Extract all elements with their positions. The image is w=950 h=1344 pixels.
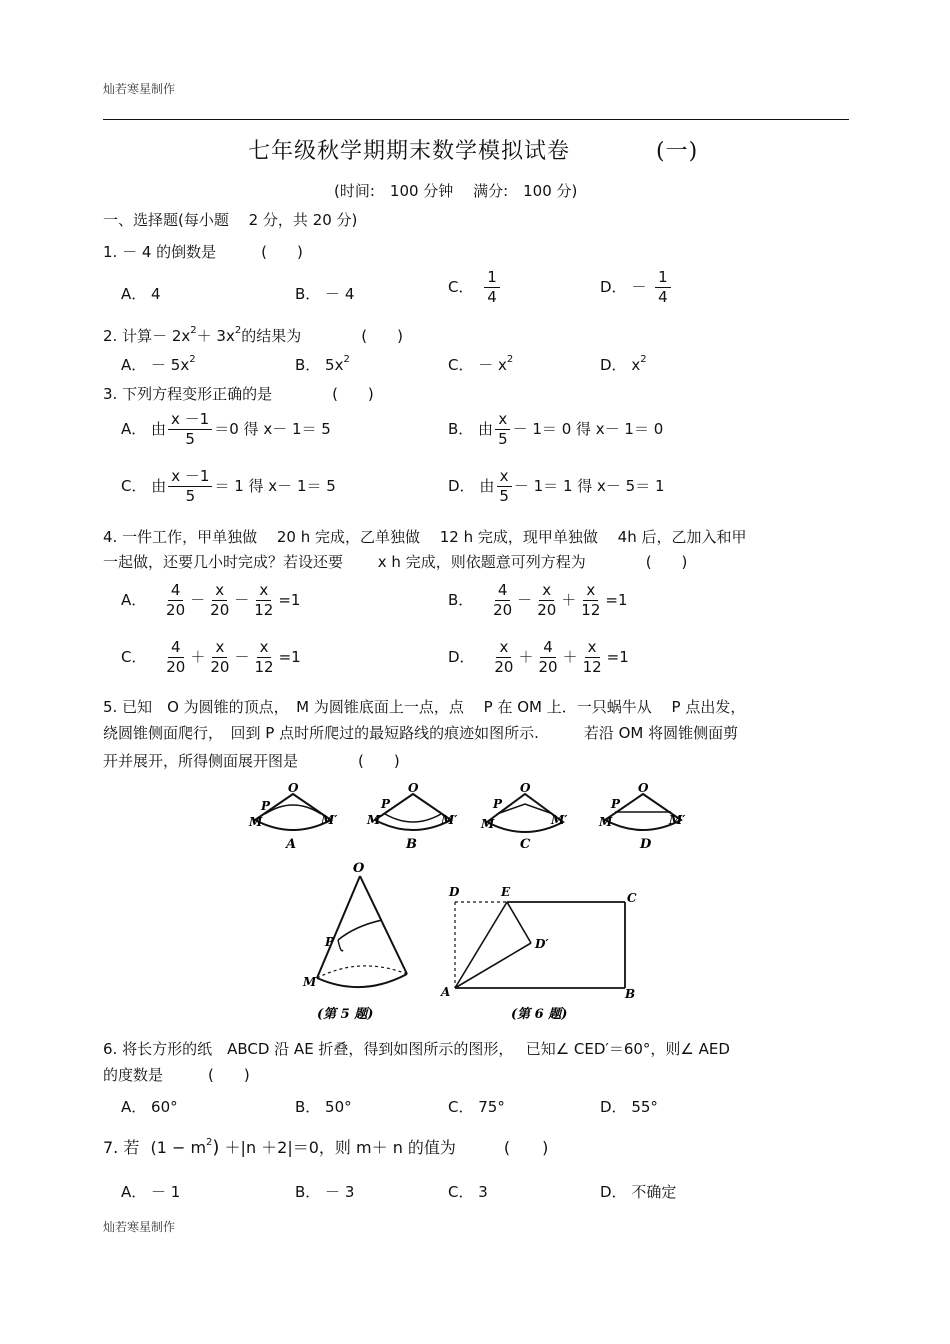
header-watermark: 灿若寒星制作 <box>103 82 176 96</box>
svg-text:O: O <box>520 781 531 795</box>
q1-option-a: A． 4 <box>121 285 161 303</box>
svg-text:E: E <box>501 885 511 899</box>
q3-stem: 3. 下列方程变形正确的是 ( ) <box>103 385 374 403</box>
svg-text:M′: M′ <box>321 813 338 827</box>
q3-option-d: D． 由 $\frac{x}{5}$ － 1＝ 1 得 x－ 5＝ 1 <box>448 467 665 505</box>
q2-stem: 2. 计算－ $2x^2+ 3x^2$的结果为 ( ) <box>103 325 403 345</box>
q6-option-b: B． 50° <box>295 1098 352 1116</box>
option-d-sector <box>598 781 686 852</box>
svg-text:P: P <box>325 935 335 949</box>
q5-stem-line3: 开并展开，所得侧面展开图是 ( ) <box>103 752 400 770</box>
svg-text:C: C <box>627 891 637 905</box>
svg-text:M′: M′ <box>551 813 568 827</box>
q4-option-d: D． $\frac{x}{20}$ ＋ $\frac{4}{20}$ ＋ $\frac{x}{12}$ =1 <box>448 638 629 676</box>
svg-text:(第 5 题): (第 5 题) <box>317 1007 374 1022</box>
q2-option-c: C． － $x^2$ <box>448 354 514 374</box>
svg-text:O: O <box>408 781 419 795</box>
q3-option-c: C． 由 $\frac{x -1}{5}$ ＝ 1 得 x－ 1＝ 5 <box>121 467 336 505</box>
q2-option-b: B． $5x^2$ <box>295 354 350 374</box>
svg-text:D: D <box>449 885 460 899</box>
svg-text:D: D <box>640 837 652 852</box>
svg-text:O: O <box>288 781 299 795</box>
rectangle-figure <box>440 885 637 1022</box>
svg-text:P: P <box>611 797 621 811</box>
svg-text:A: A <box>286 837 297 852</box>
q4-stem-line1: 4. 一件工作，甲单独做 20 h 完成，乙单独做 12 h 完成，现甲单独做 4h 后，乙加入和甲 <box>103 528 747 546</box>
q7-option-b: B． － 3 <box>295 1183 355 1201</box>
svg-text:P: P <box>381 797 391 811</box>
q4-option-b: B． $\frac{4}{20}$ － $\frac{x}{20}$ ＋ $\frac{x}{12}$ =1 <box>448 581 628 619</box>
header-rule <box>103 119 849 120</box>
q2-option-d: D． $x^2$ <box>600 354 647 374</box>
q1-stem: 1. － 4 的倒数是 ( ) <box>103 243 303 261</box>
svg-text:B: B <box>625 987 636 1001</box>
q6-option-d: D． 55° <box>600 1098 658 1116</box>
q1-option-c: C． $\frac{1}{4}$ <box>448 268 502 307</box>
q5-stem-line1: 5. 已知 O 为圆锥的顶点， M 为圆锥底面上一点，点 P 在 OM 上．一只蜗牛从 P 点出发， <box>103 698 746 716</box>
q6-stem-line1: 6. 将长方形的纸 ABCD 沿 AE 折叠，得到如图所示的图形， 已知∠ CED′＝60°，则∠ AED <box>103 1040 730 1058</box>
q2-option-a: A． － $5x^2$ <box>121 354 196 374</box>
svg-text:C: C <box>520 837 531 852</box>
q7-stem: 7. 若 $(1 - m^2) +|n +2|=0$，则 m＋ n 的值为 ( ) <box>103 1136 549 1158</box>
svg-text:M: M <box>303 975 317 989</box>
svg-text:O: O <box>638 781 649 795</box>
q1-option-b: B． － 4 <box>295 285 355 303</box>
svg-text:M: M <box>481 817 495 831</box>
svg-text:M′: M′ <box>441 813 458 827</box>
svg-text:B: B <box>406 837 417 852</box>
q6-option-c: C． 75° <box>448 1098 505 1116</box>
q6-stem-line2: 的度数是 ( ) <box>103 1066 250 1084</box>
cone-figure <box>302 861 407 1022</box>
option-c-sector <box>480 781 568 852</box>
q4-option-c: C． $\frac{4}{20}$ ＋ $\frac{x}{20}$ － $\frac{x}{12}$ =1 <box>121 638 301 676</box>
footer-watermark: 灿若寒星制作 <box>103 1220 176 1234</box>
svg-text:M: M <box>367 813 381 827</box>
svg-text:M′: M′ <box>669 813 686 827</box>
figure-cones-and-rectangle <box>245 778 705 1030</box>
svg-text:A: A <box>441 985 451 999</box>
option-b-sector <box>366 781 458 852</box>
q6-option-a: A． 60° <box>121 1098 178 1116</box>
svg-text:D′: D′ <box>535 937 549 951</box>
svg-text:O: O <box>353 861 365 876</box>
q4-option-a: A． $\frac{4}{20}$ － $\frac{x}{20}$ － $\frac{x}{12}$ =1 <box>121 581 301 619</box>
svg-text:(第 6 题): (第 6 题) <box>511 1007 568 1022</box>
q7-option-a: A． － 1 <box>121 1183 181 1201</box>
exam-info: (时间: 100 分钟 满分: 100 分) <box>334 182 578 200</box>
q5-stem-line2: 绕圆锥侧面爬行， 回到 P 点时所爬过的最短路线的痕迹如图所示. 若沿 OM 将圆锥侧面剪 <box>103 724 739 742</box>
option-a-sector <box>248 781 338 852</box>
q1-option-d: D． － $\frac{1}{4}$ <box>600 268 673 307</box>
q4-stem-line2: 一起做，还要几小时完成？若设还要 x h 完成，则依题意可列方程为 ( ) <box>103 553 688 571</box>
svg-text:M: M <box>599 815 613 829</box>
svg-text:P: P <box>493 797 503 811</box>
svg-text:P: P <box>261 799 271 813</box>
page-title: 七年级秋学期期末数学模拟试卷 <box>248 139 571 164</box>
q3-option-a: A． 由 $\frac{x -1}{5}$ ＝0 得 x－ 1＝ 5 <box>121 410 331 448</box>
q7-option-c: C． 3 <box>448 1183 488 1201</box>
page-title-suffix: (一) <box>656 139 699 164</box>
q7-option-d: D． 不确定 <box>600 1183 677 1201</box>
q3-option-b: B． 由 $\frac{x}{5}$ － 1＝ 0 得 x－ 1＝ 0 <box>448 410 664 448</box>
svg-text:M: M <box>249 815 263 829</box>
section-heading: 一、选择题(每小题 2 分，共 20 分) <box>103 211 358 229</box>
